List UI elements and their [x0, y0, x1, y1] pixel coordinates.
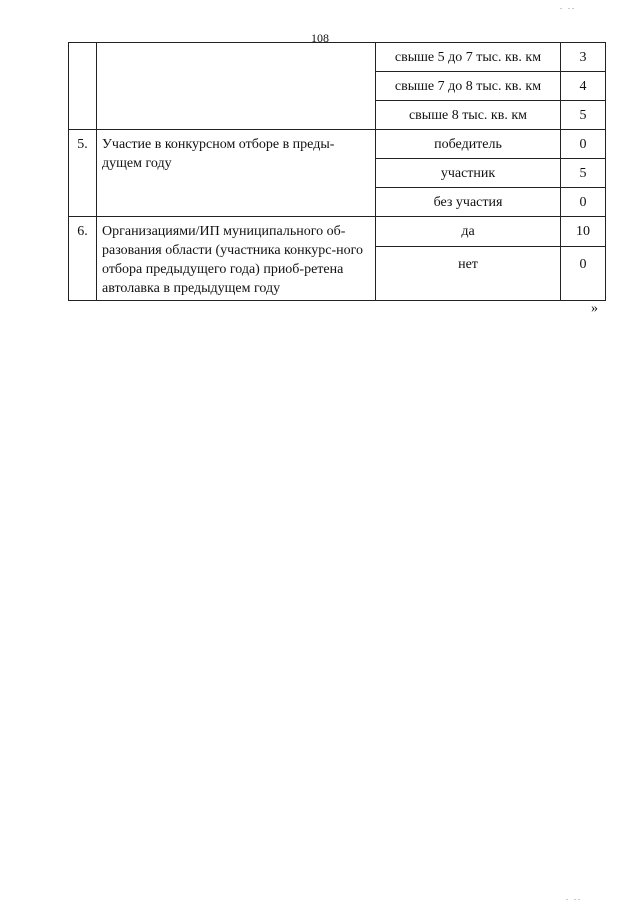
row-number: [69, 43, 97, 130]
option-label: свыше 8 тыс. кв. км: [376, 101, 561, 130]
option-score: 0: [561, 246, 606, 300]
option-label: да: [376, 217, 561, 247]
criterion-description: Участие в конкурсном отборе в преды-дущем году: [97, 130, 376, 217]
option-score: 5: [561, 101, 606, 130]
option-score: 5: [561, 159, 606, 188]
option-score: 3: [561, 43, 606, 72]
scan-artifact: . ..: [566, 893, 582, 902]
option-score: 0: [561, 188, 606, 217]
page-number: 108: [311, 31, 329, 45]
table-row: [69, 43, 606, 72]
criterion-description: [97, 43, 376, 130]
scan-artifact: . ..: [560, 2, 576, 11]
criterion-description: Организациями/ИП муниципального об-разования области (участника конкурс-ного отбора предыдущего года) приоб-ретена автолавка в предыдущем году: [97, 217, 376, 301]
row-number: 6.: [69, 217, 97, 301]
option-label: свыше 7 до 8 тыс. кв. км: [376, 72, 561, 101]
option-score: 10: [561, 217, 606, 247]
closing-quote: »: [591, 301, 598, 316]
option-label: без участия: [376, 188, 561, 217]
option-label: нет: [376, 246, 561, 300]
option-label: победитель: [376, 130, 561, 159]
option-score: 4: [561, 72, 606, 101]
row-number: 5.: [69, 130, 97, 217]
table-row: [69, 130, 606, 159]
option-label: участник: [376, 159, 561, 188]
option-score: 0: [561, 130, 606, 159]
option-label: свыше 5 до 7 тыс. кв. км: [376, 43, 561, 72]
criteria-table: [68, 42, 606, 301]
table-row: [69, 217, 606, 247]
